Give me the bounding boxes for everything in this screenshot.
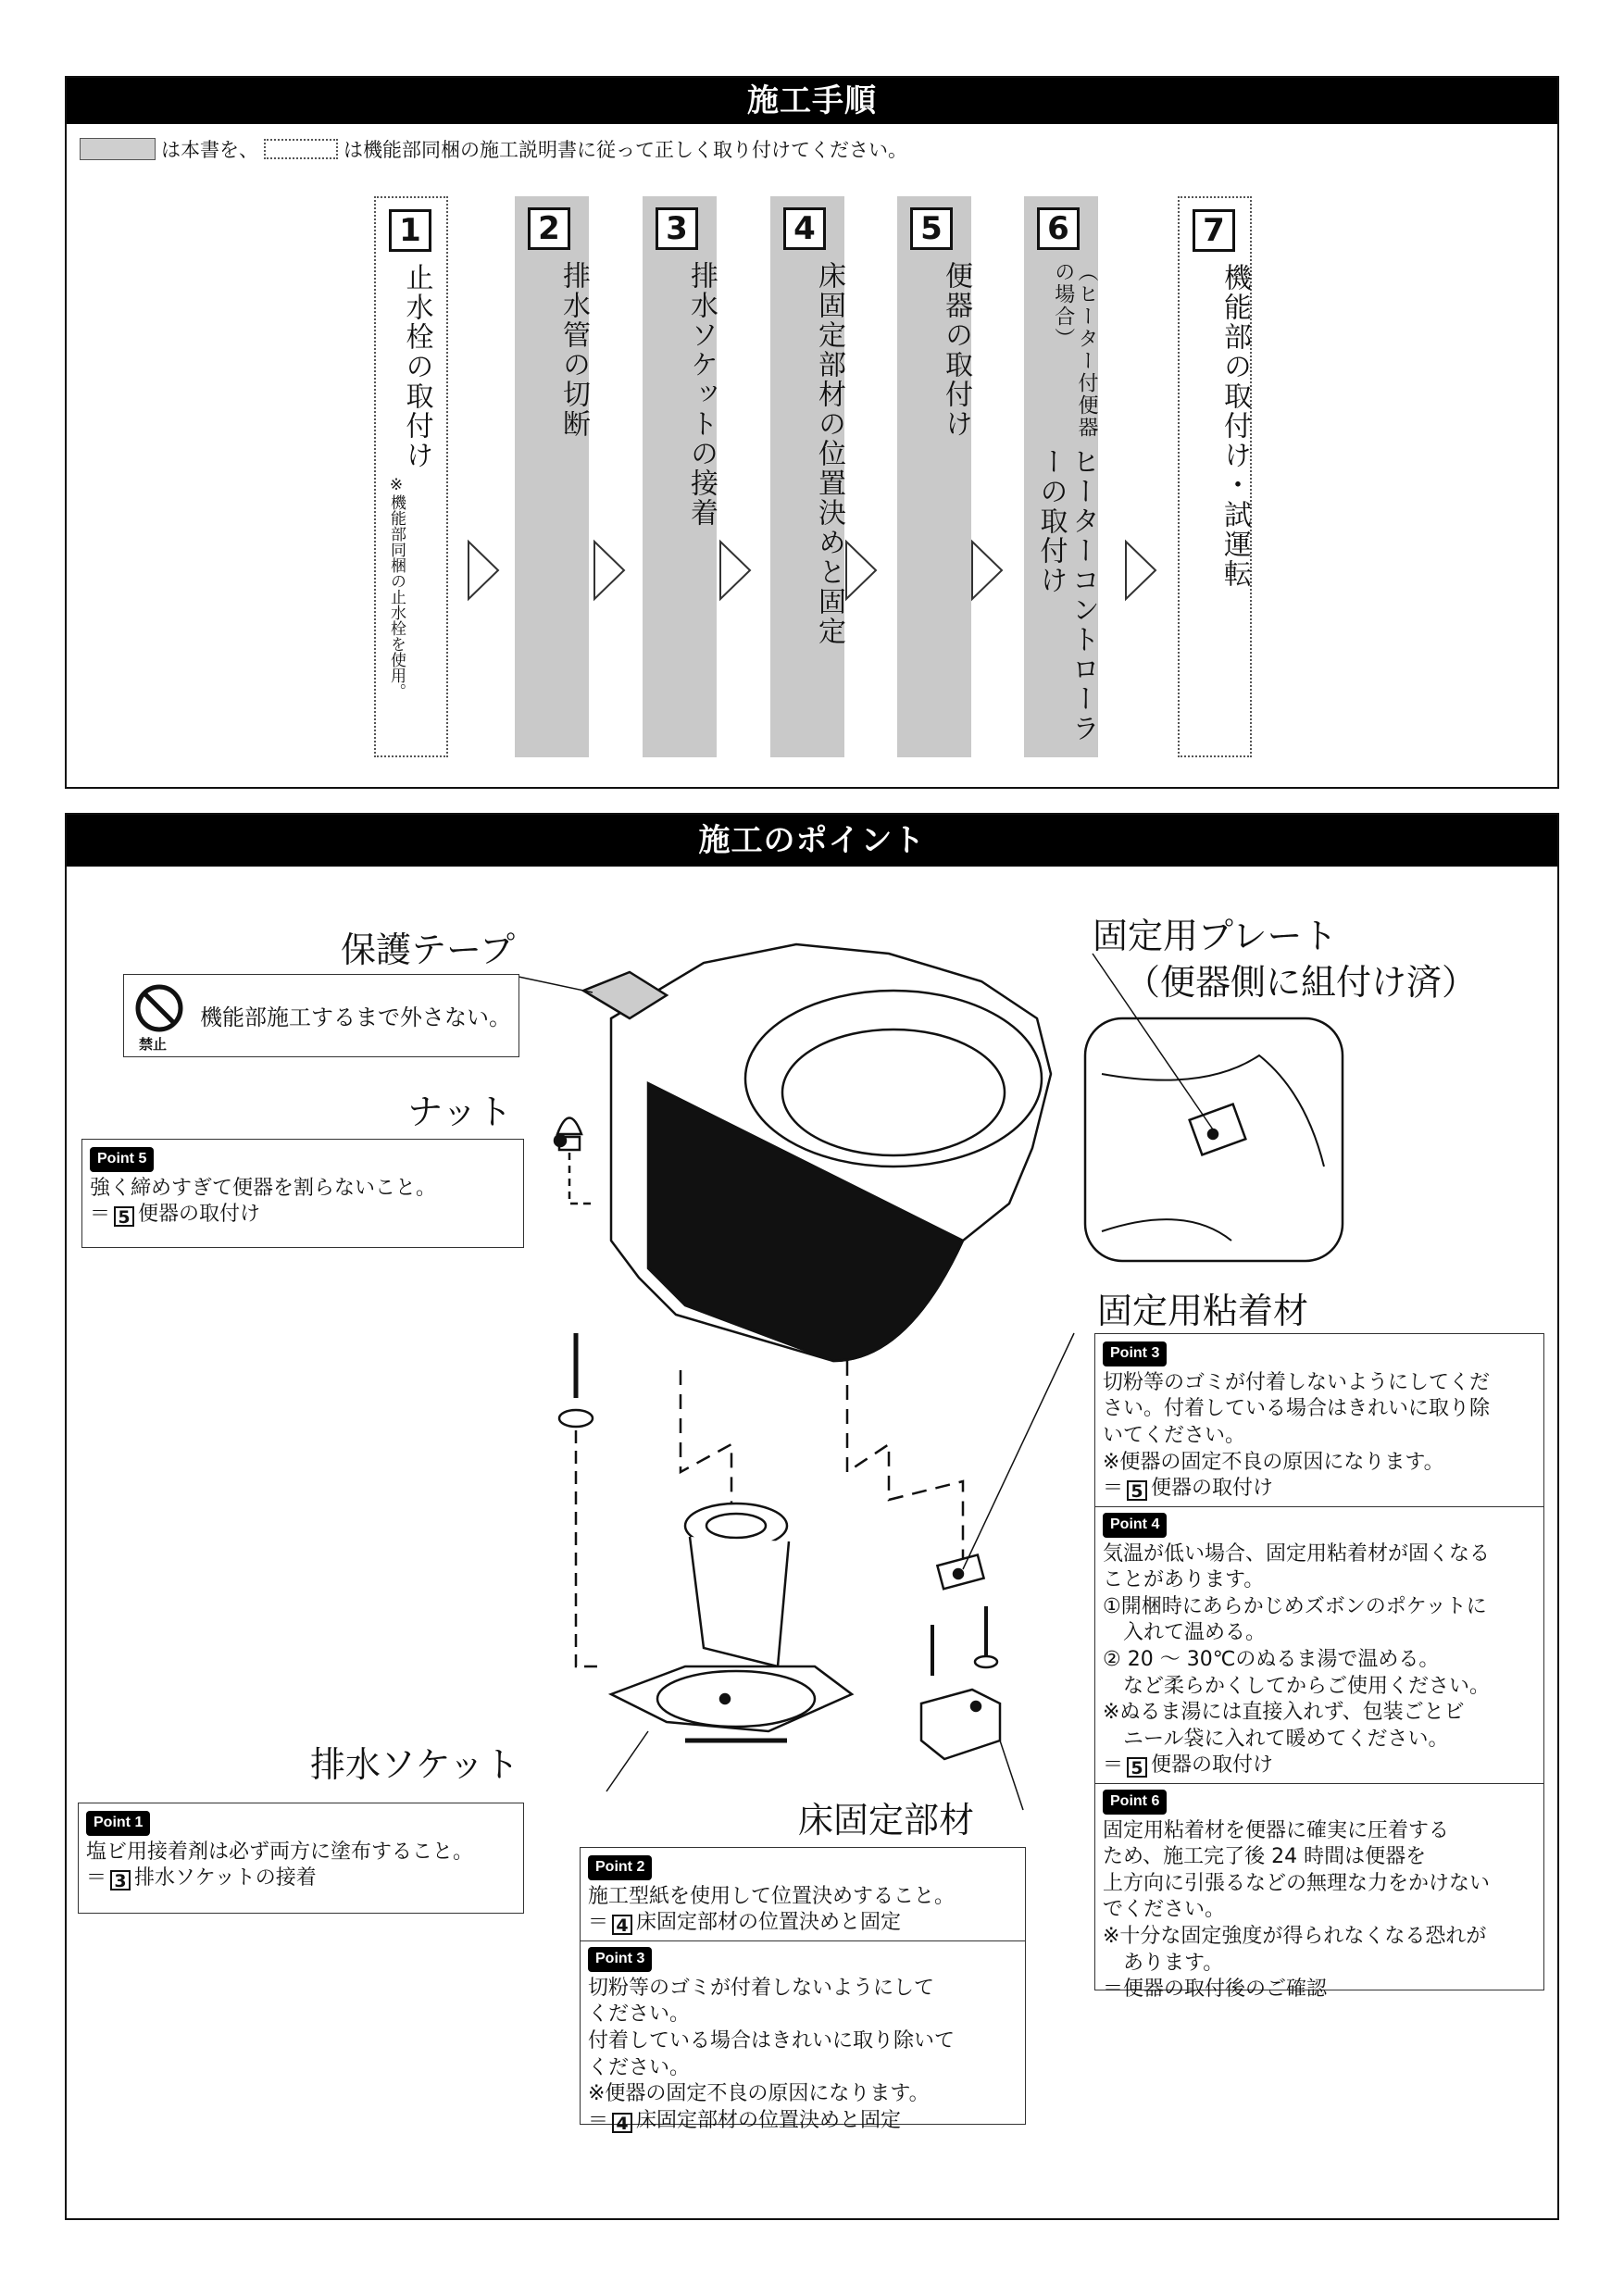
point6-line: ※十分な固定強度が得られなくなる恐れが [1103, 1925, 1487, 1949]
point2-line: 施工型紙を使用して位置決めすること。 [588, 1884, 956, 1908]
step-label: 床固定部材の位置決めと固定 [813, 261, 845, 646]
procedure-title: 施工手順 [67, 78, 1557, 124]
point4-line: 気温が低い場合、固定用粘着材が固くなる [1103, 1541, 1491, 1566]
step-label: 排水管の切断 [557, 261, 590, 439]
point1-box [78, 1803, 524, 1914]
point3-4-6-box [1094, 1333, 1544, 2002]
point1-ref: ＝ 3 排水ソケットの接着 [86, 1866, 317, 1892]
point5-ref: ＝ 5 便器の取付け [90, 1203, 261, 1229]
label-fixing-plate: 固定用プレート [1093, 916, 1338, 956]
point4-line: など柔らかくしてからご使用ください。 [1103, 1674, 1491, 1698]
step-label: 排水ソケットの接着 [685, 261, 718, 528]
label-nut: ナット [407, 1092, 513, 1132]
step-number: 6 [1037, 207, 1080, 250]
legend-text-2: は機能部同梱の施工説明書に従って正しく取り付けてください。 [344, 139, 907, 161]
step-number-badge: 4 [612, 2113, 632, 2133]
point6-line: ため、施工完了後 24 時間は便器を [1103, 1845, 1427, 1869]
point3-right-tag: Point 3 [1103, 1341, 1167, 1366]
label-drain-socket: 排水ソケット [310, 1744, 519, 1785]
floor-fixing-part [921, 1690, 1000, 1759]
point3-left-line: ください。 [588, 2055, 691, 2079]
tape-leader [518, 977, 593, 992]
step-number: 7 [1193, 209, 1235, 252]
points-title: 施工のポイント [67, 815, 1557, 867]
point6-line: でください。 [1103, 1898, 1226, 1922]
point4-line: ①開梱時にあらかじめズボンのポケットに [1103, 1594, 1487, 1618]
point3-left-line: ください。 [588, 2003, 691, 2027]
point5-tag: Point 5 [90, 1147, 154, 1172]
point4-line: ※ぬるま湯には直接入れず、包装ごとビ [1103, 1701, 1465, 1725]
step-number: 4 [783, 207, 826, 250]
nut-icon [557, 1118, 581, 1135]
point2-3-box [580, 1847, 1026, 2134]
caution-text: 機能部施工するまで外さない。 [200, 1004, 511, 1030]
step-number: 3 [656, 207, 698, 250]
point3-right-line: さい。付着している場合はきれいに取り除 [1103, 1397, 1491, 1421]
point3-left-tag: Point 3 [588, 1947, 652, 1972]
step-note: ※機能部同梱の止水栓を使用。 [387, 476, 406, 699]
point4-tag: Point 4 [1103, 1513, 1167, 1538]
point3-left-ref: ＝ 4 床固定部材の位置決めと固定 [588, 2108, 902, 2134]
point6-tag: Point 6 [1103, 1790, 1167, 1815]
step-number-badge: 5 [1127, 1480, 1147, 1501]
legend-text-1: は本書を、 [161, 139, 258, 161]
prohibition-icon [133, 982, 185, 1034]
point6-line: 固定用粘着材を便器に確実に圧着する [1103, 1818, 1450, 1842]
point2-tag: Point 2 [588, 1855, 652, 1880]
step-label: 止水栓の取付け [400, 263, 433, 470]
label-floor-fixing: 床固定部材 [798, 1800, 975, 1841]
step-number: 2 [528, 207, 570, 250]
point3-right-ref: ＝ 5 便器の取付け [1103, 1477, 1274, 1503]
bowl-rim [745, 991, 1042, 1167]
step-number-badge: 4 [612, 1915, 632, 1935]
point3-left-line: 切粉等のゴミが付着しないようにして [588, 1976, 935, 2000]
point4-ref: ＝ 5 便器の取付け [1103, 1753, 1274, 1779]
point5-line: 強く締めすぎて便器を割らないこと。 [90, 1176, 437, 1200]
step-number-badge: 5 [1127, 1757, 1147, 1778]
step-number: 1 [389, 209, 431, 252]
label-adhesive: 固定用粘着材 [1097, 1291, 1309, 1331]
step-number: 5 [910, 207, 953, 250]
point4-line: ニール袋に入れて暖めてください。 [1103, 1727, 1449, 1751]
point3-left-line: 付着している場合はきれいに取り除いて [588, 2028, 956, 2053]
step-label: 便器の取付け [940, 261, 972, 439]
drain-socket-body [690, 1537, 789, 1666]
point3-right-line: いてください。 [1103, 1423, 1246, 1447]
bolt-washer [559, 1410, 593, 1427]
point6-line: あります。 [1103, 1951, 1224, 1975]
point1-line: 塩ビ用接着剤は必ず両方に塗布すること。 [86, 1840, 474, 1864]
label-fixing-plate-note: （便器側に組付け済） [1125, 962, 1478, 1003]
point6-line: ＝便器の取付後のご確認 [1103, 1978, 1328, 2002]
step-number-badge: 5 [114, 1206, 134, 1227]
step-label: 機能部の取付け・試運転 [1218, 263, 1251, 589]
point3-left-line: ※便器の固定不良の原因になります。 [588, 2082, 930, 2106]
point3-right-line: ※便器の固定不良の原因になります。 [1103, 1450, 1444, 1474]
step-number-badge: 3 [110, 1870, 131, 1890]
point3-right-line: 切粉等のゴミが付着しないようにしてくだ [1103, 1370, 1491, 1394]
point6-line: 上方向に引張るなどの無理な力をかけない [1103, 1871, 1491, 1895]
caution-box [123, 974, 519, 1057]
point2-ref: ＝ 4 床固定部材の位置決めと固定 [588, 1911, 902, 1937]
step-label: （ヒーター付便器の場合） ヒーターコントローラーの取付け [1034, 261, 1099, 743]
point1-tag: Point 1 [86, 1811, 150, 1836]
point4-line: ことがあります。 [1103, 1568, 1265, 1592]
label-protective-tape: 保護テープ [341, 930, 516, 970]
point5-box [81, 1139, 524, 1248]
caution-icon-label: 禁止 [139, 1036, 168, 1053]
point4-line: ② 20 ～ 30℃のぬるま湯で温める。 [1103, 1647, 1440, 1671]
point4-line: 入れて温める。 [1103, 1621, 1267, 1645]
